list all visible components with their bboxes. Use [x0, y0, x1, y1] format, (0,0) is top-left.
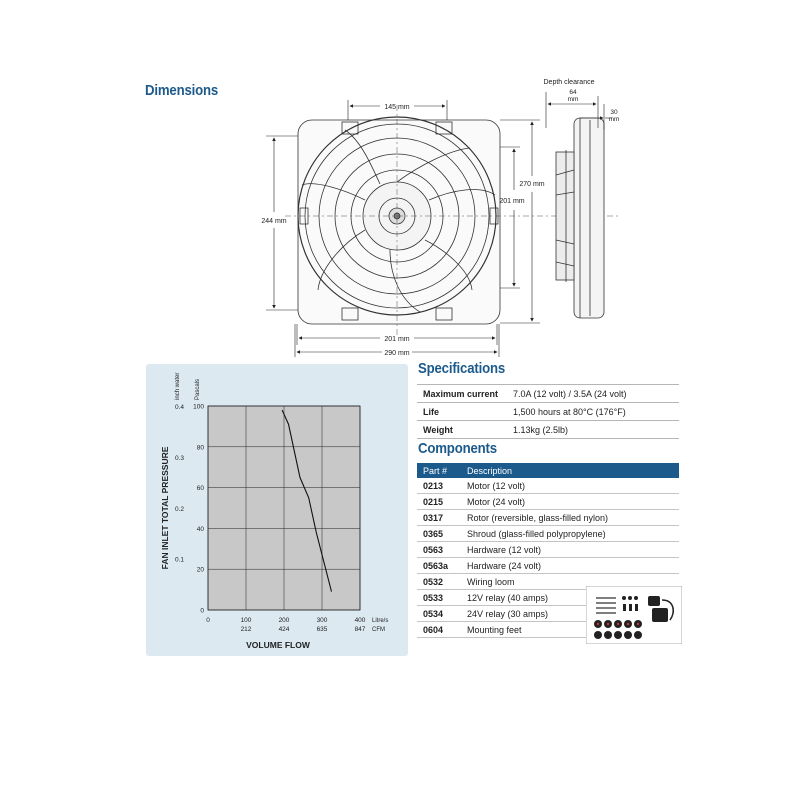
y-axis-label: FAN INLET TOTAL PRESSURE	[160, 446, 170, 570]
component-row	[417, 494, 679, 510]
x-tick-litres: 200	[278, 617, 290, 624]
y-tick-inch: 0.1	[174, 556, 184, 564]
dim-30-label: 30	[610, 109, 618, 116]
y-tick-inch: 0.3	[174, 455, 184, 463]
y-unit-inch: inch water	[175, 372, 181, 400]
y-tick-pascals: 80	[196, 444, 204, 452]
part-number: 0317	[417, 510, 461, 526]
component-row	[417, 542, 679, 558]
y-tick-pascals: 20	[196, 566, 204, 574]
spec-label: Life	[417, 403, 507, 421]
dim-290-label: 290 mm	[384, 350, 410, 357]
x-unit-cfm: CFM	[372, 627, 385, 633]
x-axis-label: VOLUME FLOW	[246, 640, 310, 650]
part-number: 0533	[417, 590, 461, 606]
components-heading: Components	[418, 440, 497, 457]
part-description: 24V relay (30 amps)	[461, 606, 679, 622]
dim-244-label: 244 mm	[261, 218, 287, 225]
x-tick-litres: 300	[316, 617, 328, 624]
component-row	[417, 478, 679, 494]
performance-chart	[146, 364, 408, 656]
spec-row	[417, 403, 679, 421]
dim-30-unit: mm	[608, 116, 620, 123]
description-header: Description	[461, 463, 679, 478]
part-number: 0563a	[417, 558, 461, 574]
fan-dimension-drawing	[260, 70, 660, 365]
components-header-row	[417, 463, 679, 478]
part-description: Motor (24 volt)	[461, 494, 679, 510]
y-tick-inch: 0.4	[174, 404, 184, 412]
part-number: 0215	[417, 494, 461, 510]
dim-64-unit: mm	[567, 96, 579, 103]
y-tick-pascals: 0	[200, 607, 204, 615]
x-tick-cfm: 424	[278, 626, 290, 633]
depth-clearance-label: Depth clearance	[543, 79, 595, 86]
spec-row	[417, 385, 679, 403]
spec-value: 1,500 hours at 80°C (176°F)	[507, 403, 679, 421]
part-description: Motor (12 volt)	[461, 478, 679, 494]
part-description: Hardware (12 volt)	[461, 542, 679, 558]
x-tick-cfm: 635	[316, 626, 328, 633]
x-tick-litres: 100	[240, 617, 252, 624]
part-number-header: Part #	[417, 463, 461, 478]
part-number: 0532	[417, 574, 461, 590]
specifications-heading: Specifications	[418, 360, 506, 377]
spec-value: 7.0A (12 volt) / 3.5A (24 volt)	[507, 385, 679, 403]
part-description: Hardware (24 volt)	[461, 558, 679, 574]
component-row	[417, 526, 679, 542]
y-tick-inch: 0.2	[174, 505, 184, 513]
hardware-kit-image	[586, 586, 682, 644]
dim-201v-label: 201 mm	[499, 198, 525, 205]
part-number: 0604	[417, 622, 461, 638]
part-number: 0534	[417, 606, 461, 622]
spec-value: 1.13kg (2.5lb)	[507, 421, 679, 439]
part-number: 0563	[417, 542, 461, 558]
part-number: 0213	[417, 478, 461, 494]
part-description: Mounting feet	[461, 622, 679, 638]
x-unit-litres: Litre/s	[372, 618, 389, 624]
x-tick-litres: 400	[354, 617, 366, 624]
spec-row	[417, 421, 679, 439]
spec-label: Maximum current	[417, 385, 507, 403]
y-unit-pascals: Pascals	[195, 378, 201, 400]
dim-64-label: 64	[569, 89, 577, 96]
dim-270	[500, 120, 540, 323]
dim-270-label: 270 mm	[519, 181, 545, 188]
part-description: Wiring loom	[461, 574, 679, 590]
x-tick-cfm: 847	[354, 626, 366, 633]
fan-front-view	[298, 117, 500, 324]
part-description: Shroud (glass-filled polypropylene)	[461, 526, 679, 542]
part-number: 0365	[417, 526, 461, 542]
x-tick-cfm: 212	[240, 626, 252, 633]
part-description: 12V relay (40 amps)	[461, 590, 679, 606]
y-tick-pascals: 60	[196, 485, 204, 493]
component-row	[417, 558, 679, 574]
x-tick-litres: 0	[206, 617, 210, 624]
dim-145-label: 145 mm	[384, 104, 410, 111]
y-tick-pascals: 40	[196, 525, 204, 533]
dim-201h-label: 201 mm	[384, 336, 410, 343]
component-row	[417, 510, 679, 526]
specifications-table	[417, 384, 679, 439]
dim-201-vertical	[500, 147, 520, 288]
y-tick-pascals: 100	[193, 403, 204, 411]
part-description: Rotor (reversible, glass-filled nylon)	[461, 510, 679, 526]
spec-label: Weight	[417, 421, 507, 439]
fan-side-view	[556, 118, 604, 318]
dimensions-heading: Dimensions	[145, 82, 219, 99]
